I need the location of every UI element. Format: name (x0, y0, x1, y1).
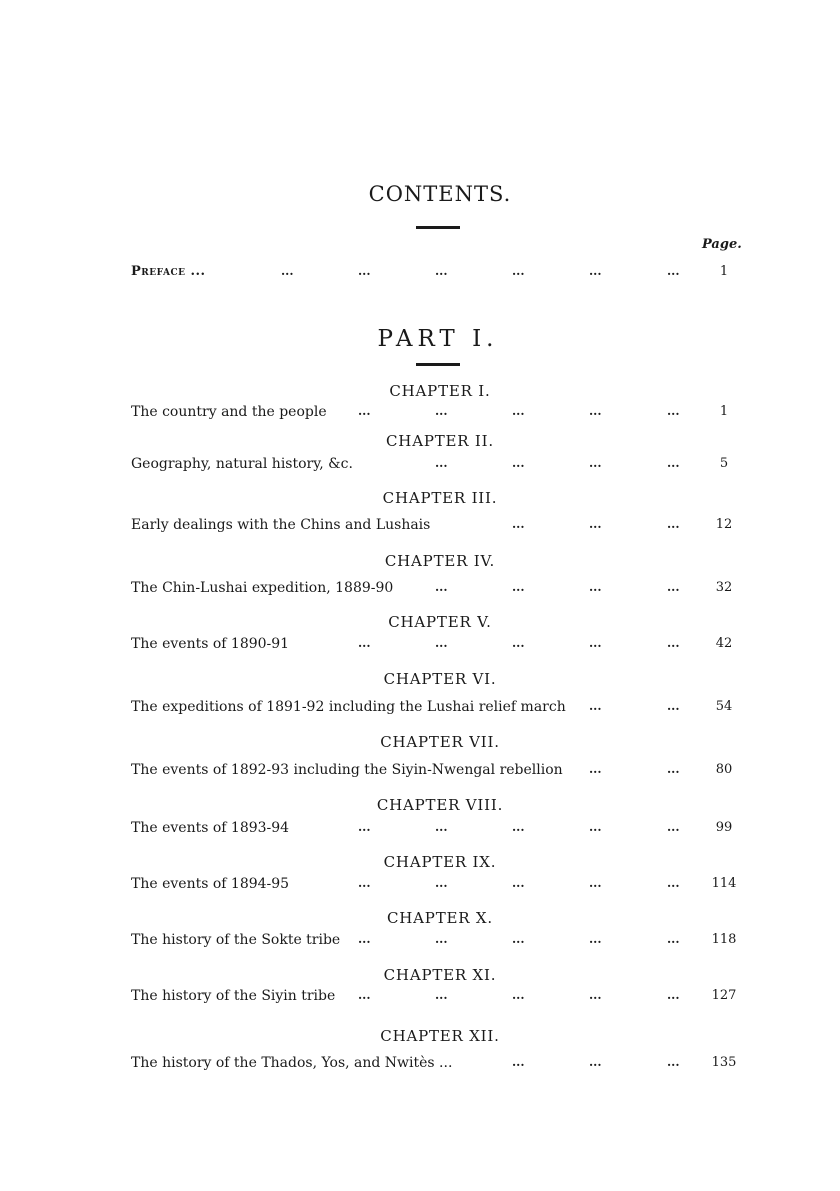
leader-dots: ... (589, 404, 602, 418)
leader-dots: ... (512, 404, 525, 418)
entry-title: The events of 1894-95 (131, 876, 290, 892)
page-number: 32 (715, 580, 733, 595)
entry-title: The history of the Sokte tribe (131, 932, 341, 948)
page-number: 118 (711, 932, 737, 947)
leader-dots: ... (512, 456, 525, 470)
leader-dots: ... (667, 517, 680, 531)
leader-dots: ... (667, 932, 680, 946)
leader-dots: ... (589, 820, 602, 834)
leader-dots: ... (512, 820, 525, 834)
toc-entry (131, 820, 741, 840)
page-number: 54 (715, 699, 733, 714)
leader-dots: ... (358, 636, 371, 650)
leader-dots: ... (281, 264, 294, 278)
page-number: 12 (715, 517, 733, 532)
chapter-heading: CHAPTER IV. (384, 552, 496, 570)
leader-dots: ... (435, 988, 448, 1002)
leader-dots: ... (589, 264, 602, 278)
leader-dots: ... (589, 517, 602, 531)
part-heading: PART I. (377, 326, 499, 352)
leader-dots: ... (435, 636, 448, 650)
page-number: 5 (719, 456, 729, 471)
page-number: 42 (715, 636, 733, 651)
chapter-heading: CHAPTER XII. (380, 1027, 500, 1045)
leader-dots: ... (667, 264, 680, 278)
chapter-heading: CHAPTER III. (382, 489, 498, 507)
leader-dots: ... (589, 1055, 602, 1069)
leader-dots: ... (667, 988, 680, 1002)
page-number: 1 (719, 404, 729, 419)
toc-entry (131, 762, 741, 782)
entry-title: The events of 1893-94 (131, 820, 290, 836)
preface-entry (131, 264, 741, 284)
leader-dots: ... (435, 932, 448, 946)
toc-entry (131, 404, 741, 424)
leader-dots: ... (435, 456, 448, 470)
page-column-label: Page. (702, 237, 742, 252)
leader-dots: ... (667, 762, 680, 776)
leader-dots: ... (667, 876, 680, 890)
page-number: 80 (715, 762, 733, 777)
leader-dots: ... (512, 264, 525, 278)
leader-dots: ... (435, 580, 448, 594)
entry-title: The events of 1892-93 including the Siyin-Nwengal rebellion (131, 762, 563, 778)
entry-title: The expeditions of 1891-92 including the Lushai relief march (131, 699, 566, 715)
leader-dots: ... (358, 932, 371, 946)
entry-title: The country and the people (131, 404, 327, 420)
page-number: 114 (711, 876, 737, 891)
leader-dots: ... (667, 580, 680, 594)
leader-dots: ... (589, 932, 602, 946)
toc-entry (131, 517, 741, 537)
leader-dots: ... (435, 404, 448, 418)
preface-label: Preface ... (131, 264, 206, 279)
leader-dots: ... (589, 699, 602, 713)
leader-dots: ... (589, 580, 602, 594)
leader-dots: ... (667, 404, 680, 418)
leader-dots: ... (589, 988, 602, 1002)
toc-entry (131, 932, 741, 952)
entry-title: The Chin-Lushai expedition, 1889-90 (131, 580, 394, 596)
chapter-heading: CHAPTER VI. (383, 670, 497, 688)
chapter-heading: CHAPTER II. (386, 432, 494, 450)
title-rule (416, 226, 460, 229)
leader-dots: ... (435, 820, 448, 834)
leader-dots: ... (667, 1055, 680, 1069)
toc-entry (131, 636, 741, 656)
leader-dots: ... (589, 636, 602, 650)
leader-dots: ... (589, 876, 602, 890)
chapter-heading: CHAPTER XI. (383, 966, 497, 984)
page-title: CONTENTS. (368, 182, 512, 206)
page-number: 99 (715, 820, 733, 835)
leader-dots: ... (358, 820, 371, 834)
leader-dots: ... (667, 699, 680, 713)
leader-dots: ... (358, 988, 371, 1002)
toc-entry (131, 699, 741, 719)
leader-dots: ... (667, 636, 680, 650)
leader-dots: ... (358, 404, 371, 418)
leader-dots: ... (358, 876, 371, 890)
leader-dots: ... (512, 636, 525, 650)
leader-dots: ... (512, 1055, 525, 1069)
leader-dots: ... (512, 876, 525, 890)
leader-dots: ... (358, 264, 371, 278)
leader-dots: ... (435, 264, 448, 278)
page-number: 127 (711, 988, 737, 1003)
leader-dots: ... (512, 580, 525, 594)
toc-entry (131, 876, 741, 896)
leader-dots: ... (512, 932, 525, 946)
entry-title: The history of the Thados, Yos, and Nwitès ... (131, 1055, 453, 1071)
entry-title: The events of 1890-91 (131, 636, 290, 652)
toc-entry (131, 988, 741, 1008)
leader-dots: ... (512, 988, 525, 1002)
toc-entry (131, 1055, 741, 1075)
chapter-heading: CHAPTER V. (388, 613, 492, 631)
chapter-heading: CHAPTER X. (387, 909, 493, 927)
page-number: 1 (719, 264, 729, 279)
leader-dots: ... (667, 820, 680, 834)
chapter-heading: CHAPTER VIII. (376, 796, 504, 814)
leader-dots: ... (512, 517, 525, 531)
entry-title: Geography, natural history, &c. (131, 456, 353, 472)
entry-title: Early dealings with the Chins and Lushais (131, 517, 431, 533)
leader-dots: ... (589, 762, 602, 776)
chapter-heading: CHAPTER IX. (383, 853, 497, 871)
leader-dots: ... (589, 456, 602, 470)
chapter-heading: CHAPTER VII. (380, 733, 500, 751)
part-rule (416, 363, 460, 366)
chapter-heading: CHAPTER I. (389, 382, 491, 400)
toc-entry (131, 456, 741, 476)
leader-dots: ... (435, 876, 448, 890)
toc-entry (131, 580, 741, 600)
leader-dots: ... (667, 456, 680, 470)
entry-title: The history of the Siyin tribe (131, 988, 336, 1004)
page-number: 135 (711, 1055, 737, 1070)
